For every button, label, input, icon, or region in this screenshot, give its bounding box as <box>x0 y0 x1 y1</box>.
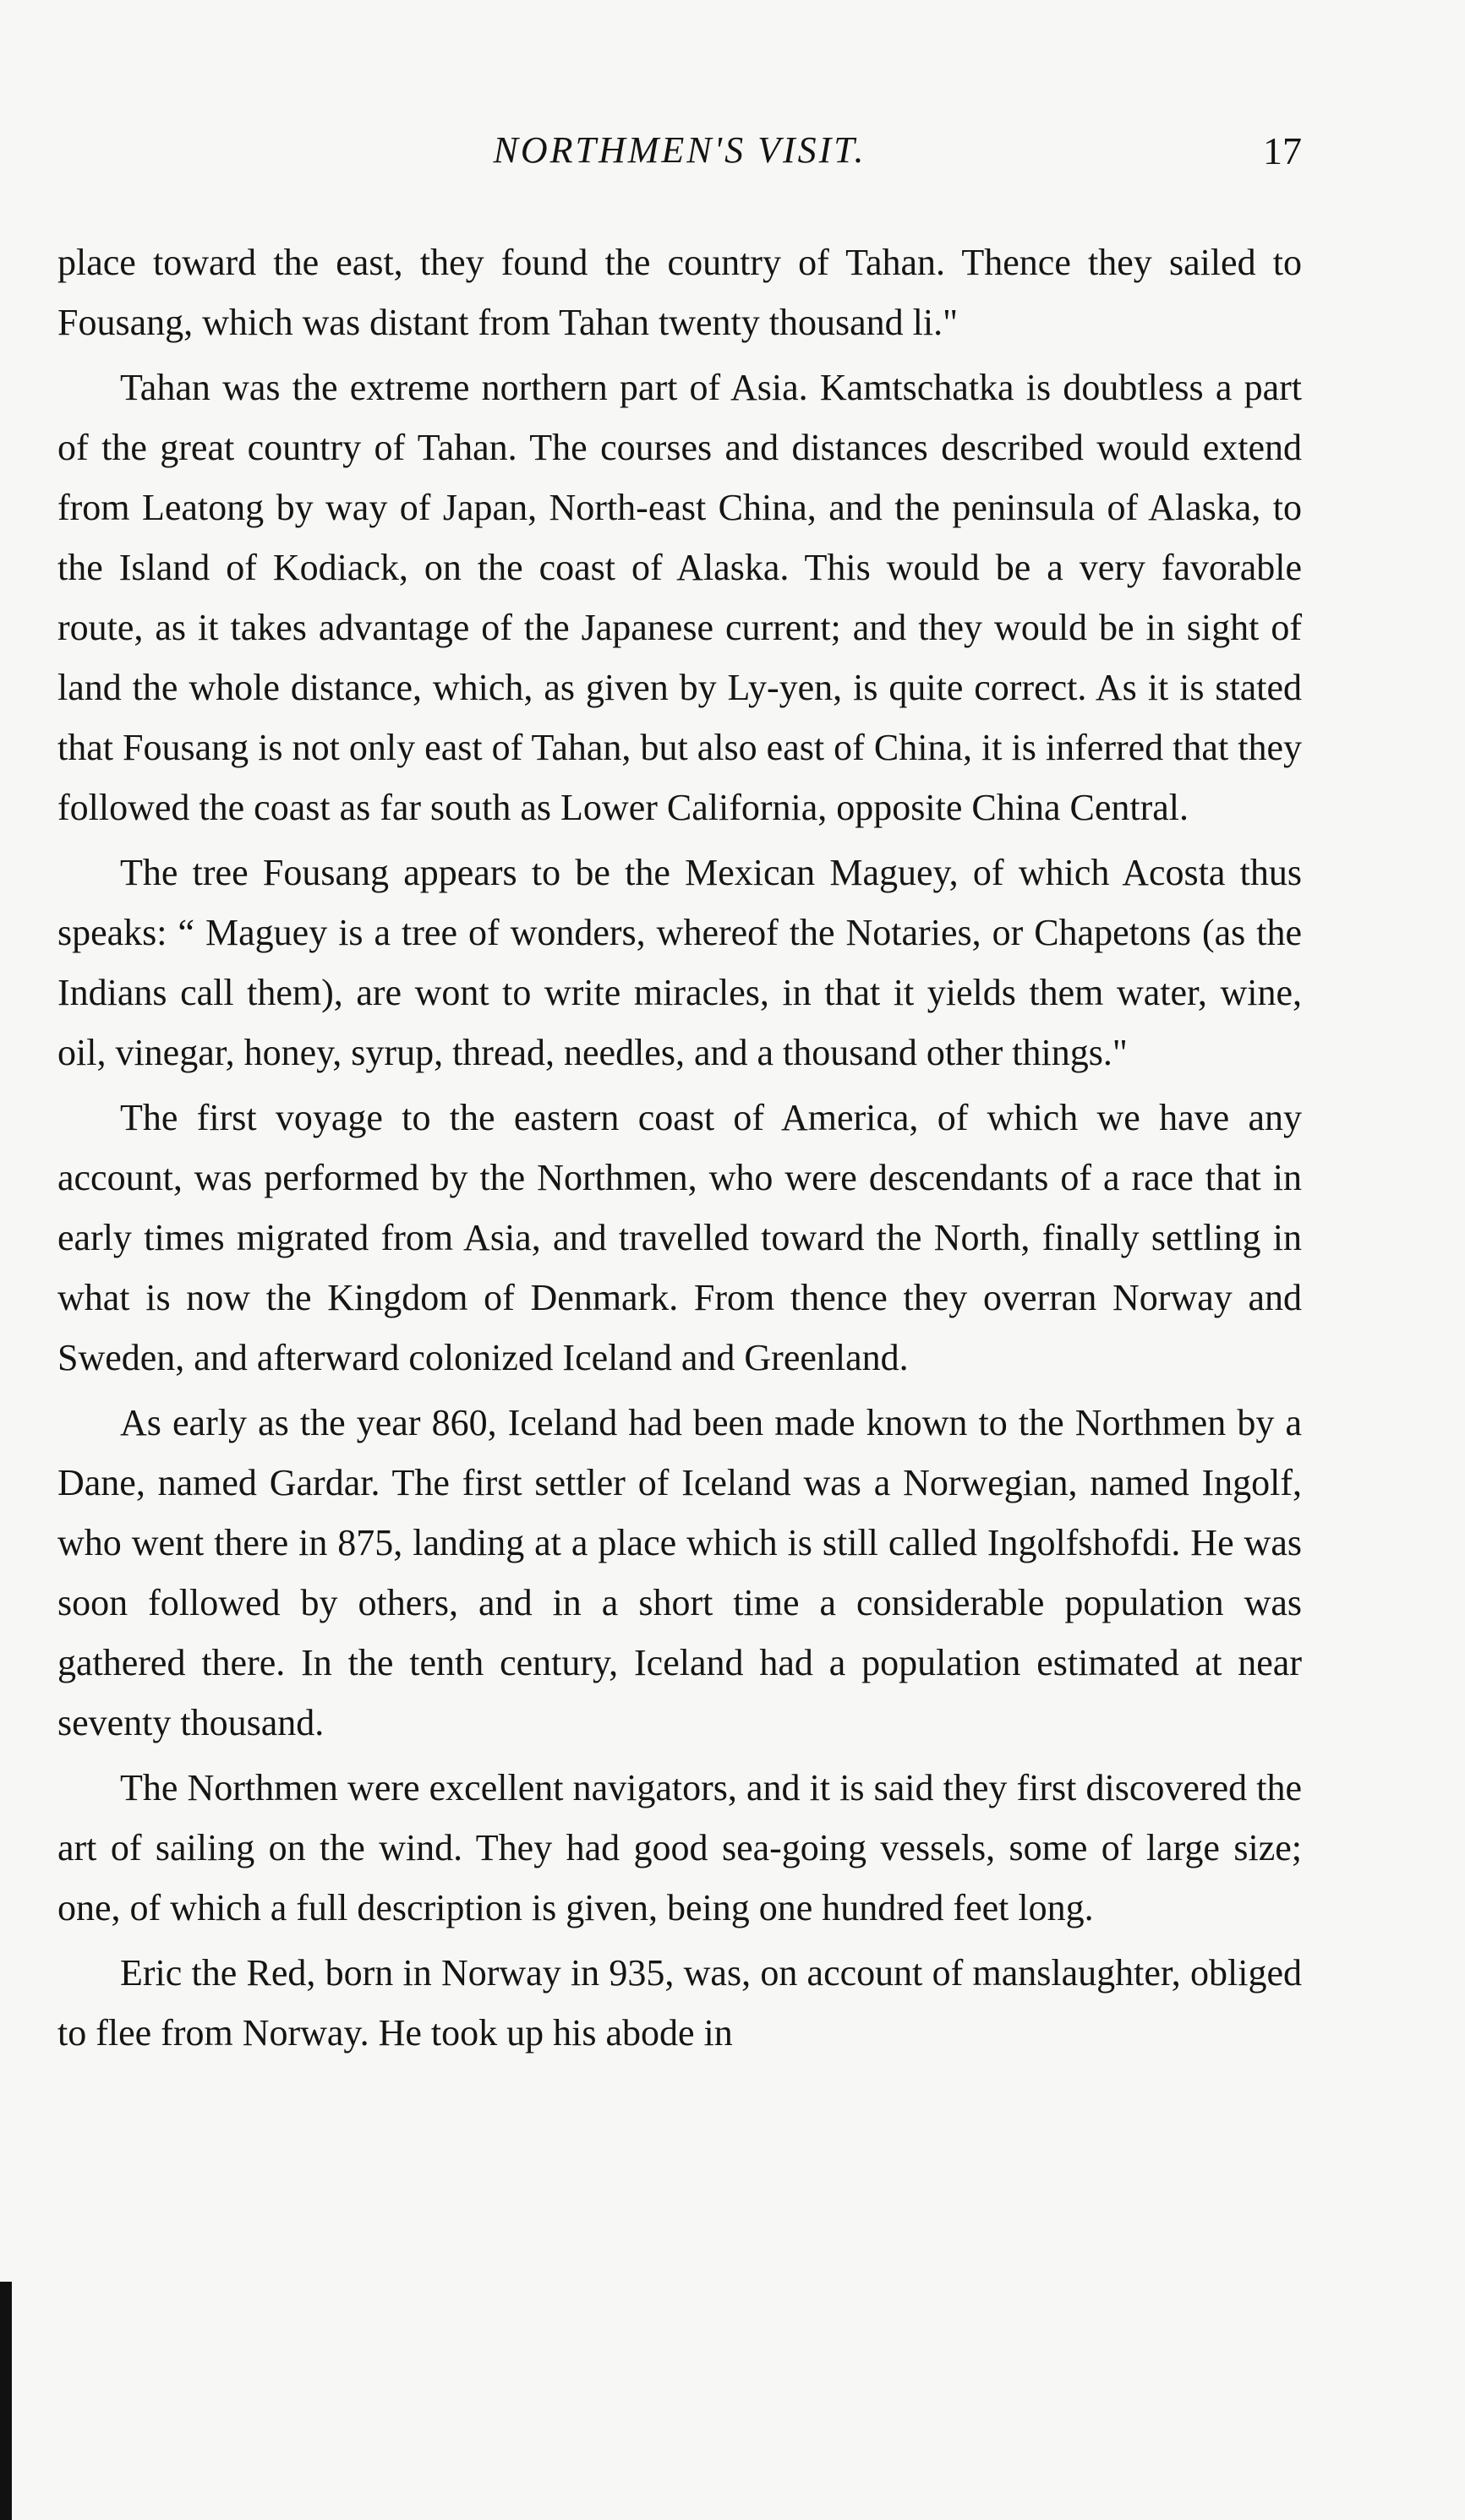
paragraph-eric-the-red: Eric the Red, born in Norway in 935, was, on account of manslaughter, obliged to flee from Norway. He took up his abode in <box>57 1952 1302 2054</box>
running-title: NORTHMEN'S VISIT. <box>493 129 866 171</box>
body-text <box>57 232 1302 2068</box>
paragraph-tahan: Tahan was the extreme northern part of Asia. Kamtschatka is doubtless a part of the great country of Tahan. The courses and distances described would extend from Leatong by way of Japan, North-east China, and the peninsula of Alaska, to the Island of Kodiack, on the coast of Alaska. This would be a very favorable route, as it takes advantage of the Japanese current; and they would be in sight of land the whole distance, which, as given by Ly-yen, is quite correct. As it is stated that Fousang is not only east of Tahan, but also east of China, it is inferred that they followed the coast as far south as Lower California, opposite China Central. <box>57 367 1302 828</box>
page-number: 17 <box>1263 129 1302 172</box>
page-header <box>57 128 1302 188</box>
paragraph-first-voyage: The first voyage to the eastern coast of America, of which we have any account, was performed by the Northmen, who were descendants of a race that in early times migrated from Asia, and travelled toward the North, finally settling in what is now the Kingdom of Denmark. From thence they overran Norway and Sweden, and afterward colonized Iceland and Greenland. <box>57 1097 1302 1378</box>
paragraph-iceland: As early as the year 860, Iceland had been made known to the Northmen by a Dane, named Gardar. The first settler of Iceland was a Norwegian, named Ingolf, who went there in 875, landing at a place which is still called Ingolfshofdi. He was soon followed by others, and in a short time a considerable population was gathered there. In the tenth century, Iceland had a population estimated at near seventy thousand. <box>57 1402 1302 1743</box>
paragraph-fousang-tree: The tree Fousang appears to be the Mexican Maguey, of which Acosta thus speaks: “ Maguey is a tree of wonders, whereof the Notaries, or Chapetons (as the Indians call them), are wont to write miracles, in that it yields them water, wine, oil, vinegar, honey, syrup, thread, needles, and a thousand other things." <box>57 852 1302 1073</box>
paragraph-continuation: place toward the east, they found the country of Tahan. Thence they sailed to Fousang, which was distant from Tahan twenty thousand li." <box>57 242 1302 343</box>
paragraph-navigators: The Northmen were excellent navigators, and it is said they first discovered the art of sailing on the wind. They had good sea-going vessels, some of large size; one, of which a full description is given, being one hundred feet long. <box>57 1767 1302 1928</box>
scan-edge-shadow <box>0 2282 12 2520</box>
